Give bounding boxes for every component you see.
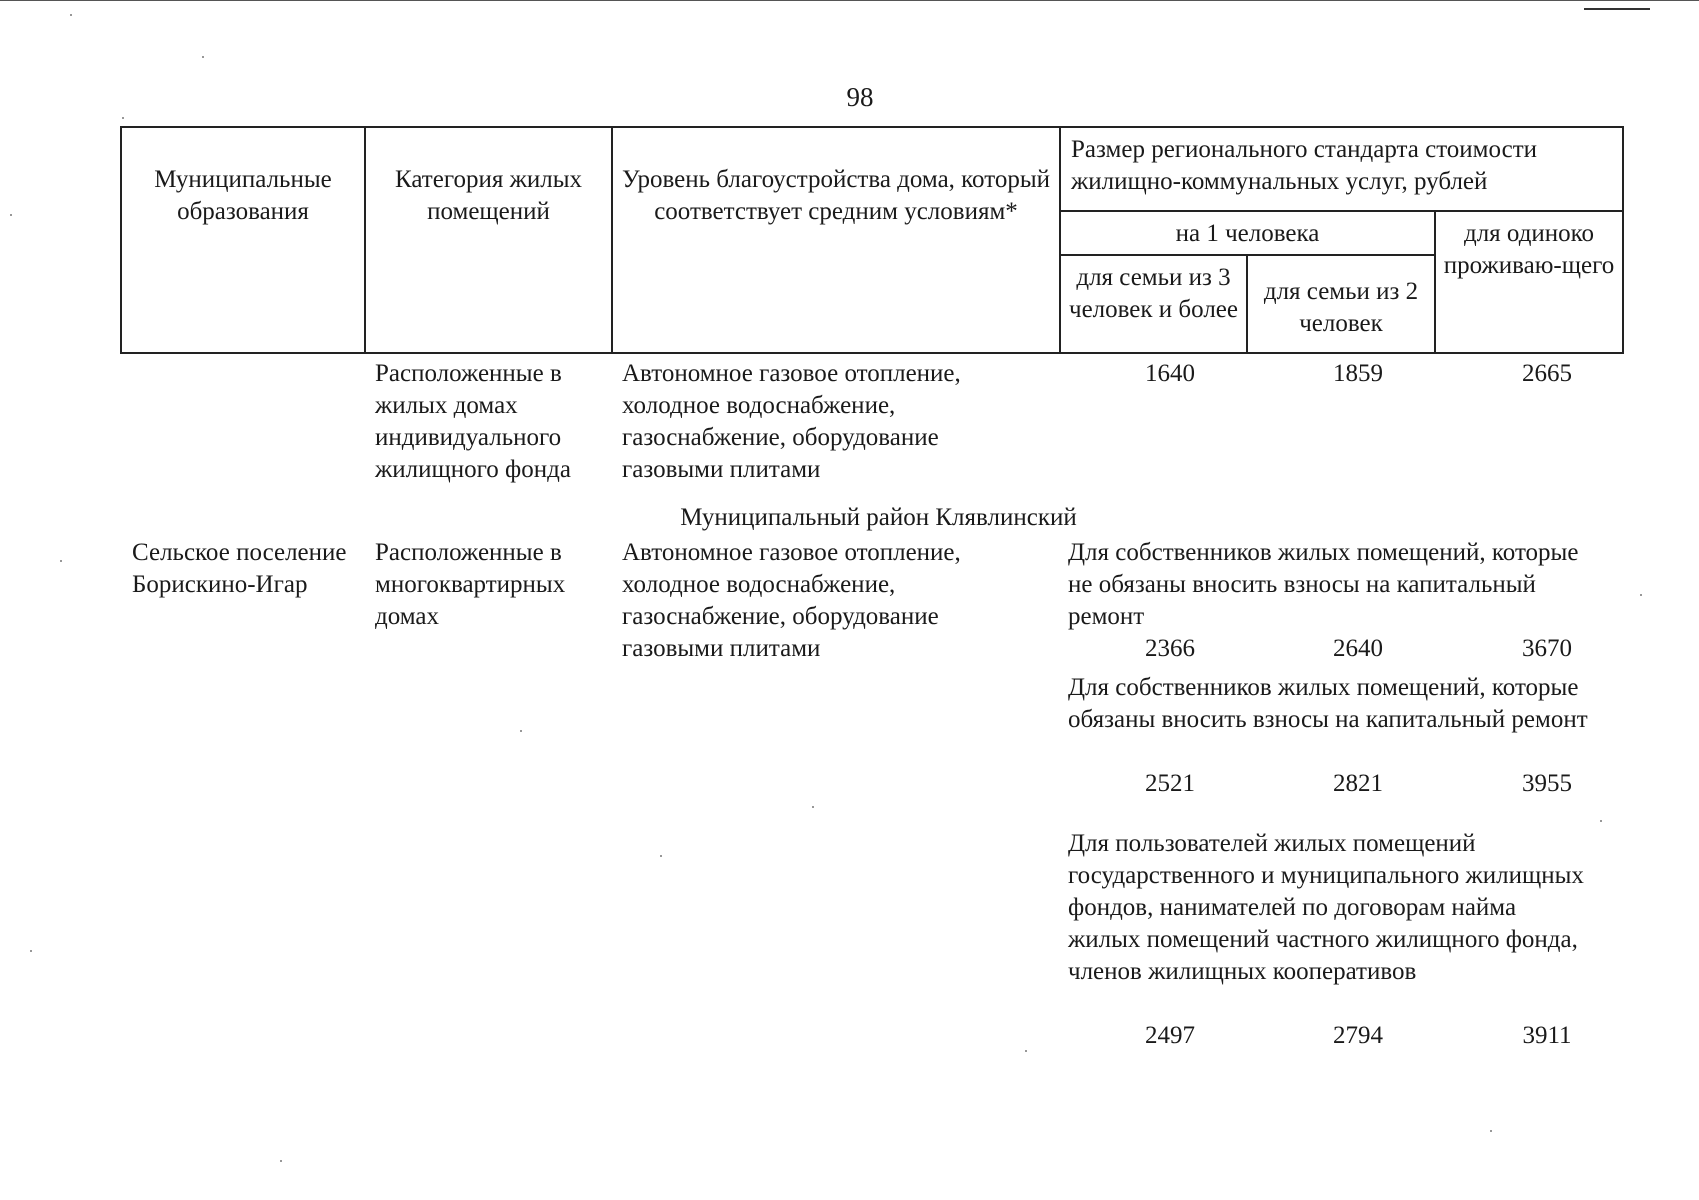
standards-table [120,126,1622,1049]
scan-speck [122,117,124,119]
scan-speck [60,560,62,562]
block-2-title: Для собственников жилых помещений, которые обязаны вносить взносы на капитальный ремонт [1068,674,1588,733]
header-comfort-level: Уровень благоустройства дома, который соответствует средним условиям* [612,127,1060,353]
block-3-value-family-2: 2794 [1333,1022,1383,1049]
scan-speck [1600,820,1602,822]
header-family-3: для семьи из 3 человек и более [1060,255,1247,353]
continued-row-comfort: Автономное газовое отопление, холодное водоснабжение, газоснабжение, оборудование газовыми плитами [622,360,961,483]
scan-speck [10,214,12,216]
top-scan-rule [0,0,1699,1]
main-row-category: Расположенные в многоквартирных домах [375,539,566,630]
header-municipalities: Муниципальные образования [121,127,365,353]
scan-speck [1640,594,1642,596]
main-row-comfort: Автономное газовое отопление, холодное водоснабжение, газоснабжение, оборудование газовыми плитами [622,539,961,662]
scan-speck [30,950,32,952]
block-2-value-family-3: 2521 [1145,770,1195,797]
table-header [120,126,1624,354]
block-3-value-family-3: 2497 [1145,1022,1195,1049]
header-standard-size: Размер регионального стандарта стоимости жилищно-коммунальных услуг, рублей [1060,127,1623,211]
header-single: для одиноко проживаю-щего [1435,211,1623,353]
scan-speck [660,855,662,857]
scan-speck [70,14,72,16]
region-title: Муниципальный район Клявлинский [680,504,1077,531]
continued-value-family-3: 1640 [1145,360,1195,387]
block-1-title: Для собственников жилых помещений, которые не обязаны вносить взносы на капитальный ремонт [1068,539,1579,630]
header-category: Категория жилых помещений [365,127,612,353]
corner-mark [1584,8,1650,10]
header-per-person: на 1 человека [1060,211,1435,255]
continued-value-family-2: 1859 [1333,360,1383,387]
block-1-value-single: 3670 [1522,635,1572,662]
header-family-2: для семьи из 2 человек [1247,255,1435,353]
block-3-title: Для пользователей жилых помещений государственного и муниципального жилищных фондов, нанимателей по договорам найма жилых помещений частного жилищного фонда, членов жилищных кооперативов [1068,830,1584,985]
continued-value-single: 2665 [1522,360,1572,387]
scan-speck [280,1160,282,1162]
continued-row-category: Расположенные в жилых домах индивидуального жилищного фонда [375,360,571,483]
scan-speck [812,806,814,808]
block-1-value-family-2: 2640 [1333,635,1383,662]
scan-speck [202,56,204,58]
scan-speck [520,730,522,732]
page-number: 98 [846,82,874,112]
block-3-value-single: 3911 [1522,1022,1572,1049]
main-row-municipality: Сельское поселение Борискино-Игар [132,539,347,598]
block-1-value-family-3: 2366 [1145,635,1195,662]
scan-speck [1025,1050,1027,1052]
block-2-value-single: 3955 [1522,770,1572,797]
block-2-value-family-2: 2821 [1333,770,1383,797]
scan-speck [1490,1130,1492,1132]
